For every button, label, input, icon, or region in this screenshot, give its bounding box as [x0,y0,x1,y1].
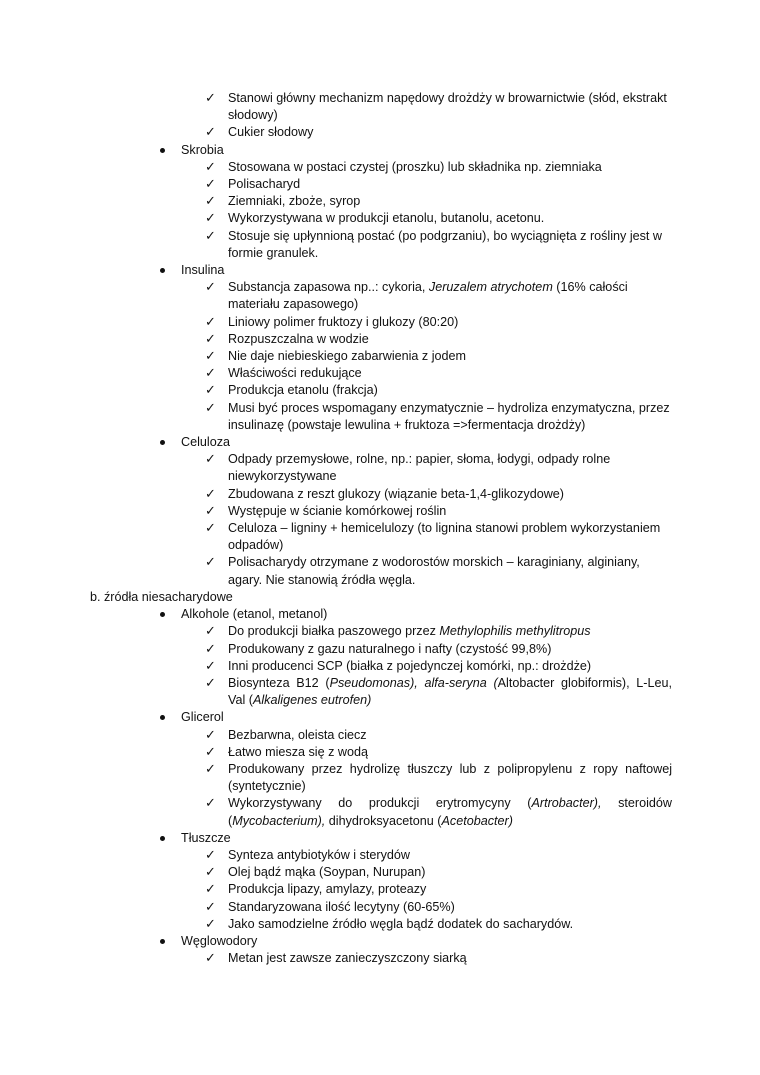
checkmark-icon: ✓ [205,641,216,657]
checkmark-icon: ✓ [205,744,216,760]
bullet-item-glicerol: Glicerol [0,709,760,726]
check-item: ✓ Odpady przemysłowe, rolne, np.: papier, słoma, łodygi, odpady rolne niewykorzystywane [205,452,611,484]
checkmark-icon: ✓ [205,899,216,915]
check-item: ✓ Stosuje się upłynnioną postać (po podgrzaniu), bo wyciągnięta z rośliny jest w formie granulek. [205,228,663,260]
checkmark-icon: ✓ [205,383,216,399]
checkmark-icon: ✓ [205,91,216,106]
check-item: ✓ Łatwo miesza się z wodą [205,744,368,760]
bullet-item-tluszcze: Tłuszcze [0,830,760,847]
checkmark-icon: ✓ [205,847,216,863]
checkmark-icon: ✓ [205,331,216,347]
check-item: ✓ Zbudowana z reszt glukozy (wiązanie beta-1,4-glikozydowe) [205,486,564,502]
checkmark-icon: ✓ [205,400,216,416]
bullet-item-weglowodory: Węglowodory [0,933,760,950]
check-item: ✓ Wykorzystywana w produkcji etanolu, butanolu, acetonu. [205,211,545,227]
checkmark-icon: ✓ [205,865,216,881]
checkmark-icon: ✓ [205,486,216,502]
check-item: ✓ Do produkcji białka paszowego przez Methylophilis methylitropus [205,624,591,640]
checkmark-icon: ✓ [205,658,216,674]
check-item: ✓ Biosynteza B12 (Pseudomonas), alfa-seryna (Altobacter globiformis), L-Leu, Val (Alkaligenes eutrofen) [205,675,672,708]
check-item: ✓ Liniowy polimer fruktozy i glukozy (80:20) [205,314,459,330]
checkmark-icon: ✓ [205,727,216,743]
checkmark-icon: ✓ [205,916,216,932]
checkmark-icon: ✓ [205,349,216,365]
check-item: ✓ Rozpuszczalna w wodzie [205,331,369,347]
check-item: ✓ Cukier słodowy [205,125,314,141]
checkmark-icon: ✓ [205,194,216,210]
check-item: ✓ Metan jest zawsze zanieczyszczony siarką [205,951,467,967]
checkmark-icon: ✓ [205,366,216,382]
checkmark-icon: ✓ [205,951,216,967]
section-heading: b. źródła niesacharydowe [90,589,233,604]
checkmark-icon: ✓ [205,675,216,691]
checkmark-icon: ✓ [205,280,216,296]
check-item: ✓ Produkcja etanolu (frakcja) [205,383,378,399]
check-item: ✓ Właściwości redukujące [205,366,362,382]
checkmark-icon: ✓ [205,555,216,571]
checkmark-icon: ✓ [205,228,216,244]
check-item: ✓ Produkcja lipazy, amylazy, proteazy [205,882,427,898]
check-item: ✓ Ziemniaki, zboże, syrop [205,194,361,210]
checkmark-icon: ✓ [205,503,216,519]
bullet-item-celuloza: Celuloza [0,434,760,451]
check-item: ✓ Polisacharyd [205,177,301,193]
check-item: ✓ Wykorzystywany do produkcji erytromycyny (Artrobacter), steroidów (Mycobacterium), dihydroksyacetonu (Acetobacter) [205,796,672,828]
checkmark-icon: ✓ [205,125,216,141]
check-item: ✓ Synteza antybiotyków i sterydów [205,847,410,863]
check-item: ✓ Produkowany przez hydrolizę tłuszczy lub z polipropylenu z ropy naftowej (syntetycznie) [205,761,672,794]
checkmark-icon: ✓ [205,452,216,468]
bullet-item-skrobia: Skrobia [0,142,760,159]
checkmark-icon: ✓ [205,624,216,640]
check-item: ✓ Substancja zapasowa np..: cykoria, Jeruzalem atrychotem (16% całości materiału zapasowego) [205,280,628,312]
checkmark-icon: ✓ [205,761,216,777]
check-item: ✓ Polisacharydy otrzymane z wodorostów morskich – karaginiany, alginiany, agary. Nie stanowią źródła węgla. [205,555,640,587]
bullet-item-alkohole: Alkohole (etanol, metanol) [0,606,760,623]
check-item: ✓ Standaryzowana ilość lecytyny (60-65%) [205,899,455,915]
check-item: ✓ Celuloza – ligniny + hemicelulozy (to lignina stanowi problem wykorzystaniem odpadów) [205,521,661,553]
check-item: ✓ Występuje w ścianie komórkowej roślin [205,503,447,519]
document-page [0,90,760,967]
check-item: ✓ Musi być proces wspomagany enzymatycznie – hydroliza enzymatyczna, przez insulinazę (powstaje lewulina + fruktoza =>fermentacja drożdży) [205,400,670,432]
check-item: ✓ Stanowi główny mechanizm napędowy drożdży w browarnictwie (słód, ekstrakt słodowy) [205,91,667,123]
check-item: ✓ Jako samodzielne źródło węgla bądź dodatek do sacharydów. [205,916,574,932]
check-item: ✓ Produkowany z gazu naturalnego i nafty (czystość 99,8%) [205,641,552,657]
bullet-item-insulina: Insulina [0,262,760,279]
check-item: ✓ Inni producenci SCP (białka z pojedynczej komórki, np.: drożdże) [205,658,592,674]
check-item: ✓ Nie daje niebieskiego zabarwienia z jodem [205,349,467,365]
check-item: ✓ Olej bądź mąka (Soypan, Nurupan) [205,865,426,881]
check-item: ✓ Bezbarwna, oleista ciecz [205,727,367,743]
checkmark-icon: ✓ [205,314,216,330]
checkmark-icon: ✓ [205,211,216,227]
checkmark-icon: ✓ [205,796,216,812]
checkmark-icon: ✓ [205,882,216,898]
check-item: ✓ Stosowana w postaci czystej (proszku) lub składnika np. ziemniaka [205,159,602,175]
checkmark-icon: ✓ [205,177,216,193]
checkmark-icon: ✓ [205,521,216,537]
checkmark-icon: ✓ [205,159,216,175]
